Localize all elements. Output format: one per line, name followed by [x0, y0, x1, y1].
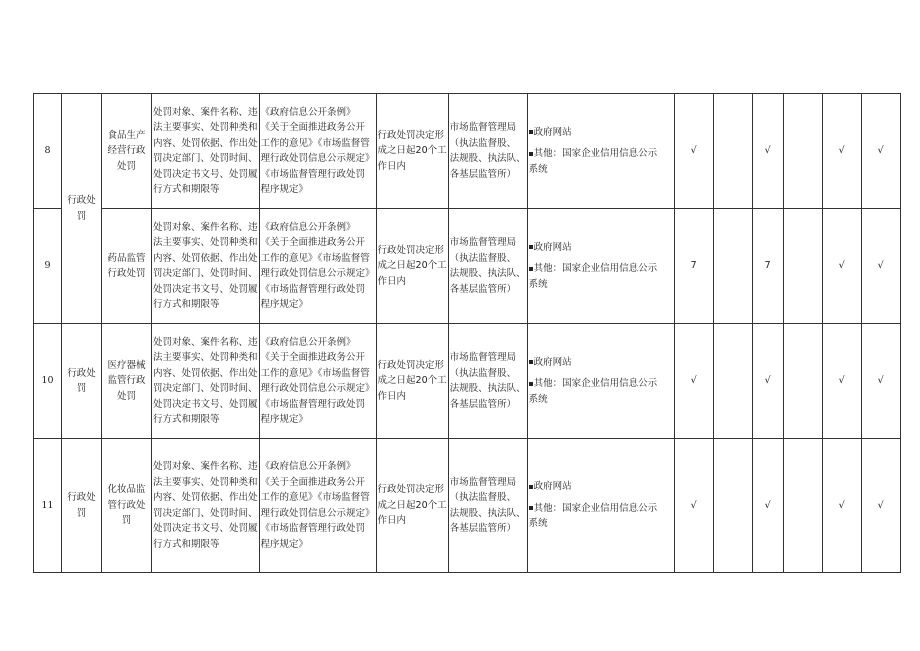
subject-line: （执法监督股、	[449, 137, 517, 149]
content-line: 内容、处罚依据、作出处	[153, 367, 258, 379]
content-line: 行方式和期限等	[153, 184, 220, 195]
subject-line: （执法监督股、	[449, 367, 517, 379]
basis-line: 程序规定》	[260, 414, 309, 425]
channel-website	[529, 479, 673, 495]
basis-line: 《市场监督管理行政处罚	[260, 398, 366, 410]
content-line: 行方式和期限等	[153, 414, 220, 425]
basis-line: 《市场监督管理行政处罚	[260, 523, 366, 534]
basis-line: 《政府信息公开条例》	[260, 106, 356, 118]
square-bullet-icon	[529, 152, 533, 156]
check-mark-cell: √	[752, 324, 783, 439]
content-cell	[152, 439, 260, 573]
channel-line: 系统	[528, 518, 548, 530]
basis-line: 《关于全面推进政务公开	[260, 237, 366, 248]
check-mark-cell	[783, 439, 822, 573]
check-mark-cell: √	[674, 439, 713, 573]
channel-website	[529, 125, 673, 141]
time-limit-line: 行政处罚决定形	[377, 484, 445, 496]
table-row	[34, 439, 901, 573]
time-limit-cell	[376, 439, 448, 573]
square-bullet-icon	[529, 485, 533, 489]
check-mark-cell: √	[861, 94, 900, 209]
check-mark-cell: √	[822, 94, 861, 209]
content-line: 法主要事实、处罚种类和	[153, 122, 258, 133]
time-limit-line: 行政处罚决定形	[377, 129, 445, 141]
channel-line: 系统	[528, 278, 548, 290]
square-bullet-icon	[529, 506, 533, 510]
channel-website	[529, 355, 673, 371]
category-cell: 行政处罚	[62, 94, 102, 324]
content-line: 法主要事实、处罚种类和	[153, 476, 258, 488]
basis-line: 《政府信息公开条例》	[260, 221, 356, 233]
disclosure-table	[33, 93, 901, 573]
basis-line: 理行政处罚信息公示规定》	[260, 507, 375, 519]
basis-line: 工作的意见》《市场监督管	[260, 492, 370, 503]
check-mark-cell: √	[752, 94, 783, 209]
subject-line: 市场监督管理局	[449, 237, 517, 248]
subject-line: 法规股、执法队、	[449, 153, 526, 164]
content-line: 行方式和期限等	[153, 299, 220, 310]
channel-cell	[527, 209, 674, 324]
channel-label: 其他：国家企业信用信息公示	[533, 263, 658, 275]
time-limit-line: 成之日起20个工	[377, 260, 447, 272]
channel-other	[529, 501, 673, 517]
content-line: 法主要事实、处罚种类和	[153, 237, 258, 248]
table-row	[34, 94, 901, 209]
subject-line: 法规股、执法队、	[449, 383, 526, 394]
channel-cell	[527, 324, 674, 439]
time-limit-line: 作日内	[377, 515, 407, 527]
row-number: 8	[34, 94, 62, 209]
check-mark-cell	[783, 209, 822, 324]
time-limit-cell	[376, 324, 448, 439]
subject-line: （执法监督股、	[449, 252, 517, 264]
check-mark-cell	[713, 439, 752, 573]
table-body	[34, 94, 901, 573]
channel-label: 政府网站	[533, 241, 572, 253]
subject-line: 市场监督管理局	[449, 122, 517, 133]
check-mark-cell	[783, 324, 822, 439]
basis-line: 工作的意见》《市场监督管	[260, 137, 370, 149]
item-name: 药品监管行政处罚	[102, 209, 152, 324]
square-bullet-icon	[529, 267, 533, 271]
square-bullet-icon	[529, 382, 533, 386]
item-name: 食品生产经营行政处罚	[102, 94, 152, 209]
check-mark-cell	[713, 94, 752, 209]
square-bullet-icon	[529, 360, 533, 364]
check-mark-cell	[783, 94, 822, 209]
basis-line: 程序规定》	[260, 538, 309, 550]
basis-line: 理行政处罚信息公示规定》	[260, 383, 375, 394]
content-line: 处罚对象、案件名称、违	[153, 221, 258, 233]
content-line: 处罚对象、案件名称、违	[153, 336, 258, 348]
subject-cell	[448, 324, 527, 439]
subject-line: 法规股、执法队、	[449, 268, 526, 279]
row-number: 11	[34, 439, 62, 573]
channel-other	[529, 376, 673, 392]
content-line: 内容、处罚依据、作出处	[153, 252, 258, 264]
square-bullet-icon	[529, 130, 533, 134]
content-line: 处罚决定书文号、处罚履	[153, 398, 258, 410]
channel-other	[529, 146, 673, 162]
check-mark-cell	[713, 324, 752, 439]
subject-cell	[448, 209, 527, 324]
subject-line: 各基层监管所）	[449, 523, 517, 534]
check-mark-cell: √	[861, 439, 900, 573]
channel-label: 其他：国家企业信用信息公示	[533, 502, 658, 514]
check-mark-cell: √	[822, 439, 861, 573]
basis-line: 理行政处罚信息公示规定》	[260, 153, 375, 164]
time-limit-cell	[376, 94, 448, 209]
content-line: 罚决定部门、处罚时间、	[153, 507, 258, 519]
basis-cell	[259, 439, 376, 573]
content-line: 罚决定部门、处罚时间、	[153, 153, 258, 164]
basis-line: 《关于全面推进政务公开	[260, 352, 366, 363]
time-limit-line: 行政处罚决定形	[377, 244, 445, 256]
channel-cell	[527, 439, 674, 573]
content-line: 罚决定部门、处罚时间、	[153, 268, 258, 279]
check-mark-cell: 7	[752, 209, 783, 324]
row-number: 9	[34, 209, 62, 324]
content-line: 内容、处罚依据、作出处	[153, 492, 258, 503]
content-line: 处罚决定书文号、处罚履	[153, 523, 258, 534]
time-limit-line: 成之日起20个工	[377, 499, 447, 511]
channel-label: 政府网站	[533, 126, 572, 138]
content-line: 处罚决定书文号、处罚履	[153, 283, 258, 295]
basis-line: 《市场监督管理行政处罚	[260, 283, 366, 295]
time-limit-line: 作日内	[377, 390, 407, 402]
channel-other	[529, 261, 673, 277]
check-mark-cell: √	[861, 324, 900, 439]
subject-cell	[448, 439, 527, 573]
basis-line: 工作的意见》《市场监督管	[260, 252, 370, 264]
check-mark-cell: √	[674, 94, 713, 209]
subject-line: （执法监督股、	[449, 492, 517, 503]
channel-label: 其他：国家企业信用信息公示	[533, 378, 658, 390]
subject-line: 各基层监管所）	[449, 398, 517, 410]
channel-line: 系统	[528, 163, 548, 175]
basis-cell	[259, 94, 376, 209]
subject-line: 各基层监管所）	[449, 168, 517, 180]
channel-label: 其他：国家企业信用信息公示	[533, 148, 658, 160]
square-bullet-icon	[529, 245, 533, 249]
content-cell	[152, 94, 260, 209]
table-row	[34, 209, 901, 324]
channel-label: 政府网站	[533, 356, 572, 368]
basis-line: 《市场监督管理行政处罚	[260, 168, 366, 180]
subject-line: 市场监督管理局	[449, 476, 517, 488]
check-mark-cell	[713, 209, 752, 324]
category-cell: 行政处罚	[62, 439, 102, 573]
basis-cell	[259, 324, 376, 439]
content-line: 内容、处罚依据、作出处	[153, 137, 258, 149]
channel-label: 政府网站	[533, 481, 572, 493]
subject-line: 法规股、执法队、	[449, 507, 526, 519]
check-mark-cell: 7	[674, 209, 713, 324]
category-cell: 行政处罚	[62, 324, 102, 439]
channel-website	[529, 240, 673, 256]
table-row	[34, 324, 901, 439]
subject-cell	[448, 94, 527, 209]
basis-line: 程序规定》	[260, 299, 309, 310]
item-name: 化妆品监管行政处罚	[102, 439, 152, 573]
basis-line: 《关于全面推进政务公开	[260, 476, 366, 488]
content-line: 罚决定部门、处罚时间、	[153, 383, 258, 394]
check-mark-cell: √	[861, 209, 900, 324]
time-limit-line: 行政处罚决定形	[377, 359, 445, 371]
basis-line: 《政府信息公开条例》	[260, 461, 356, 472]
check-mark-cell: √	[822, 324, 861, 439]
time-limit-line: 成之日起20个工	[377, 375, 447, 387]
subject-line: 市场监督管理局	[449, 352, 517, 363]
content-line: 处罚决定书文号、处罚履	[153, 168, 258, 180]
time-limit-cell	[376, 209, 448, 324]
basis-line: 程序规定》	[260, 184, 309, 195]
content-cell	[152, 324, 260, 439]
content-line: 处罚对象、案件名称、违	[153, 106, 258, 118]
channel-line: 系统	[528, 393, 548, 405]
time-limit-line: 成之日起20个工	[377, 145, 447, 157]
content-line: 法主要事实、处罚种类和	[153, 352, 258, 363]
check-mark-cell: √	[752, 439, 783, 573]
basis-line: 《政府信息公开条例》	[260, 336, 356, 348]
basis-line: 理行政处罚信息公示规定》	[260, 268, 375, 279]
content-cell	[152, 209, 260, 324]
time-limit-line: 作日内	[377, 160, 407, 172]
check-mark-cell: √	[674, 324, 713, 439]
row-number: 10	[34, 324, 62, 439]
item-name: 医疗器械监管行政处罚	[102, 324, 152, 439]
content-line: 处罚对象、案件名称、违	[153, 461, 258, 472]
content-line: 行方式和期限等	[153, 538, 220, 550]
subject-line: 各基层监管所）	[449, 283, 517, 295]
basis-cell	[259, 209, 376, 324]
basis-line: 《关于全面推进政务公开	[260, 122, 366, 133]
channel-cell	[527, 94, 674, 209]
basis-line: 工作的意见》《市场监督管	[260, 367, 370, 379]
time-limit-line: 作日内	[377, 275, 407, 287]
check-mark-cell: √	[822, 209, 861, 324]
